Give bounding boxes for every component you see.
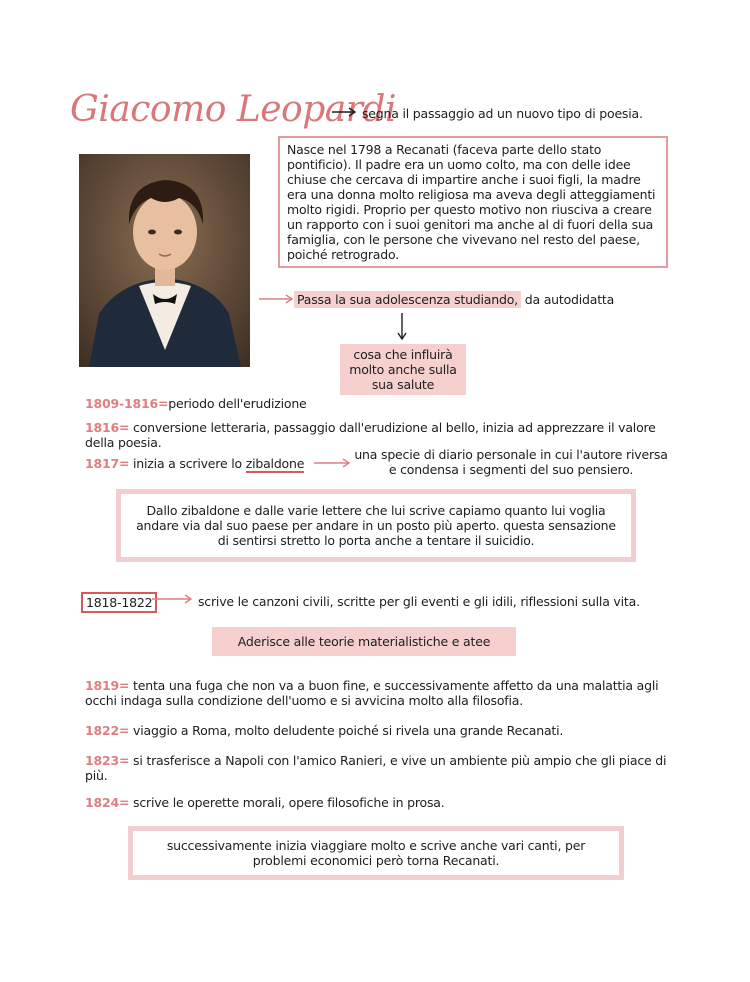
event-1816 [85,420,665,450]
event-1809-text: periodo dell'erudizione [168,396,307,411]
event-1817-year: 1817= [85,456,130,471]
event-1816-year: 1816= [85,420,130,435]
event-1822 [85,723,675,738]
event-1809 [85,396,685,411]
event-1823-year: 1823= [85,753,130,768]
birth-description-box: Nasce nel 1798 a Recanati (faceva parte dello stato pontificio). Il padre era un uomo colto, ma con delle idee chiuse che cercava di impartire anche i suoi figli, la madre era una donna molto religiosa ma aveva degli atteggiamenti molto rigidi. Proprio per questo motivo non riusciva a creare un rapporto con i suoi genitori ma anche al di fuori della sua famiglia, con le persone che vivevano nel resto del paese, poiché retrogrado. [278,136,668,268]
adolescence-arrow-icon [259,293,295,305]
adolescence-line [294,292,674,307]
leopardi-portrait [79,154,250,367]
period-1818-label: 1818-1822 [81,592,157,613]
period-1818-arrow-icon [152,593,194,605]
zibaldone-keyword: zibaldone [245,456,305,471]
period-1818-text: scrive le canzoni civili, scritte per gli eventi e gli idili, riflessioni sulla vita. [198,594,640,609]
title-subtitle: segna il passaggio ad un nuovo tipo di poesia. [362,106,643,121]
event-1817 [85,456,325,471]
event-1819-text: tenta una fuga che non va a buon fine, e successivamente affetto da una malattia agli occhi indaga sulla condizione dell'uomo e si avvicina molto alla filosofia. [85,678,659,708]
health-box: cosa che influirà molto anche sulla sua salute [340,344,466,395]
event-1816-text: conversione letteraria, passaggio dall'erudizione al bello, inizia ad apprezzare il valore della poesia. [85,420,656,450]
zibaldone-box: Dallo zibaldone e dalle varie lettere che lui scrive capiamo quanto lui voglia andare via dal suo paese per andare in un posto più aperto. questa sensazione di sentirsi stretto lo porta anche a tentare il suicidio. [116,489,636,562]
final-box: successivamente inizia viaggiare molto e scrive anche vari canti, per problemi economici però torna Recanati. [128,826,624,880]
page-title: Giacomo Leopardi [70,89,396,130]
event-1817-text: inizia a scrivere lo [129,456,246,471]
event-1819-year: 1819= [85,678,130,693]
event-1819 [85,678,675,708]
event-1824 [85,795,675,810]
event-1822-text: viaggio a Roma, molto deludente poiché si rivela una grande Recanati. [129,723,564,738]
event-1823 [85,753,675,783]
materialism-box: Aderisce alle teorie materialistiche e atee [212,627,516,656]
title-arrow-icon [332,106,358,118]
event-1824-text: scrive le operette morali, opere filosofiche in prosa. [129,795,445,810]
event-1823-text: si trasferisce a Napoli con l'amico Ranieri, e vive un ambiente più ampio che gli piace di più. [85,753,667,783]
zibaldone-note: una specie di diario personale in cui l'autore riversa e condensa i segmenti del suo pensiero. [354,447,668,477]
adolescence-highlight: Passa la sua adolescenza studiando, [294,291,521,308]
event-1809-year: 1809-1816= [85,396,169,411]
adolescence-rest: da autodidatta [520,292,615,307]
event-1822-year: 1822= [85,723,130,738]
event-1824-year: 1824= [85,795,130,810]
down-arrow-icon [396,313,408,341]
zibaldone-arrow-icon [314,457,352,469]
